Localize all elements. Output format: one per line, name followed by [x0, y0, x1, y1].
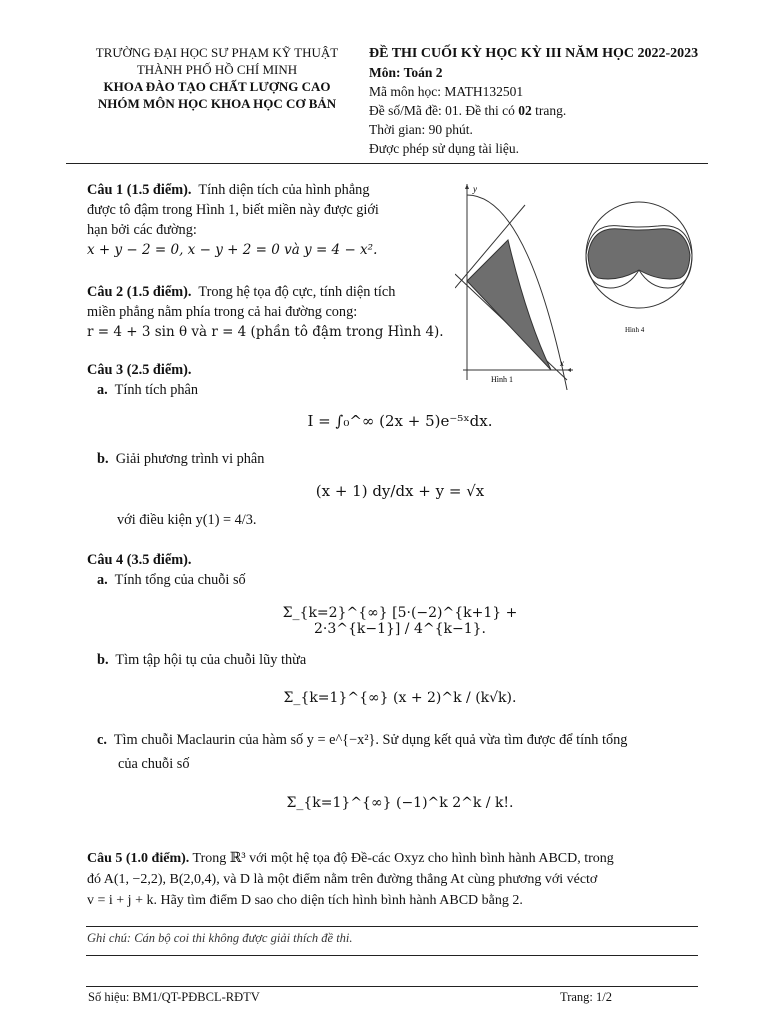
- figure-4: [580, 182, 700, 337]
- university-name: TRƯỜNG ĐẠI HỌC SƯ PHẠM KỸ THUẬT: [95, 45, 339, 60]
- question-2-label: Câu 2 (1.5 điểm).: [87, 284, 192, 300]
- question-3a-formula: I = ∫₀^∞ (2x + 5)e⁻⁵ˣdx.: [307, 412, 493, 430]
- exam-note: Ghi chú: Cán bộ coi thi không được giải thích đề thi.: [87, 931, 353, 945]
- question-4b-formula: Σ_{k=1}^{∞} (x + 2)^k / (k√k).: [283, 690, 517, 706]
- question-1-label: Câu 1 (1.5 điểm).: [87, 182, 192, 198]
- question-4c: c. Tìm chuỗi Maclaurin của hàm số y = e^{−x²}. Sử dụng kết quả vừa tìm được để tính tổng của chuỗi số: [97, 732, 628, 772]
- question-3b-condition: với điều kiện y(1) = 4/3.: [117, 512, 257, 528]
- question-2: Câu 2 (1.5 điểm). Trong hệ tọa độ cực, tính diện tích miền phẳng nằm phía trong cả hai đường cong: r = 4 + 3 sin θ và r = 4 (phần tô đậm trong Hình 4).: [87, 282, 452, 342]
- question-4-label: Câu 4 (3.5 điểm).: [87, 552, 192, 568]
- question-2-equations: r = 4 + 3 sin θ và r = 4 (phần tô đậm trong Hình 4).: [87, 324, 444, 340]
- question-4: Câu 4 (3.5 điểm). a. Tính tổng của chuỗi số: [87, 552, 246, 588]
- question-1-equations: x + y − 2 = 0, x − y + 2 = 0 và y = 4 − x².: [87, 242, 378, 258]
- y-axis-label: y: [473, 184, 477, 194]
- form-code: Số hiệu: BM1/QT-PĐBCL-RĐTV: [88, 990, 260, 1004]
- group-name: NHÓM MÔN HỌC KHOA HỌC CƠ BẢN: [97, 96, 337, 111]
- exam-number: Đề số/Mã đề: 01. Đề thi có 02 trang.: [369, 103, 567, 118]
- footer-divider: [86, 986, 698, 987]
- x-axis-label: x: [560, 358, 564, 368]
- exam-info: [369, 44, 749, 158]
- faculty-name: KHOA ĐÀO TẠO CHẤT LƯỢNG CAO: [103, 79, 331, 94]
- course-code: Mã môn học: MATH132501: [369, 84, 524, 99]
- question-3b-formula: (x + 1) dy/dx + y = √x: [315, 482, 485, 500]
- shaded-region-4: [588, 229, 690, 279]
- note-divider-top: [86, 926, 698, 927]
- exam-title: ĐỀ THI CUỐI KỲ HỌC KỲ III NĂM HỌC 2022-2023: [369, 46, 699, 61]
- figure-1-label: Hình 1: [491, 375, 513, 384]
- question-3-label: Câu 3 (2.5 điểm).: [87, 362, 192, 378]
- question-1: Câu 1 (1.5 điểm). Tính diện tích của hình phẳng được tô đậm trong Hình 1, biết miền này được giới hạn bởi các đường: x + y − 2 = 0, x − y + 2 = 0 và y = 4 − x².: [87, 180, 452, 260]
- page-number: Trang: 1/2: [560, 990, 612, 1004]
- question-5-label: Câu 5 (1.0 điểm).: [87, 851, 190, 866]
- city-name: THÀNH PHỐ HỒ CHÍ MINH: [136, 62, 298, 77]
- materials-note: Được phép sử dụng tài liệu.: [369, 141, 519, 156]
- question-4b: b. Tìm tập hội tụ của chuỗi lũy thừa: [97, 652, 307, 668]
- question-3: Câu 3 (2.5 điểm). a. Tính tích phân: [87, 362, 199, 398]
- institution-header: [72, 44, 362, 112]
- note-divider-bottom: [86, 955, 698, 956]
- exam-time: Thời gian: 90 phút.: [369, 122, 473, 137]
- question-5: Câu 5 (1.0 điểm). Trong ℝ³ với một hệ tọa độ Đề-các Oxyz cho hình bình hành ABCD, trong đó A(1, −2,2), B(2,0,4), và D là một điểm nằm trên đường thẳng At cùng phương với véctơ v = i + j + k. Hãy tìm điểm D sao cho diện tích hình bình hành ABCD bằng 2.: [87, 851, 614, 908]
- header-divider: [66, 163, 708, 164]
- figure-4-label: Hình 4: [625, 326, 645, 334]
- subject: Môn: Toán 2: [369, 65, 443, 80]
- figure-1: [455, 180, 575, 390]
- question-4c-formula: Σ_{k=1}^{∞} (−1)^k 2^k / k!.: [286, 795, 514, 811]
- question-4a-formula: Σ_{k=2}^{∞} [5·(−2)^{k+1} + 2·3^{k−1}] / 4^{k−1}.: [282, 605, 518, 637]
- question-3b: b. Giải phương trình vi phân: [97, 451, 265, 467]
